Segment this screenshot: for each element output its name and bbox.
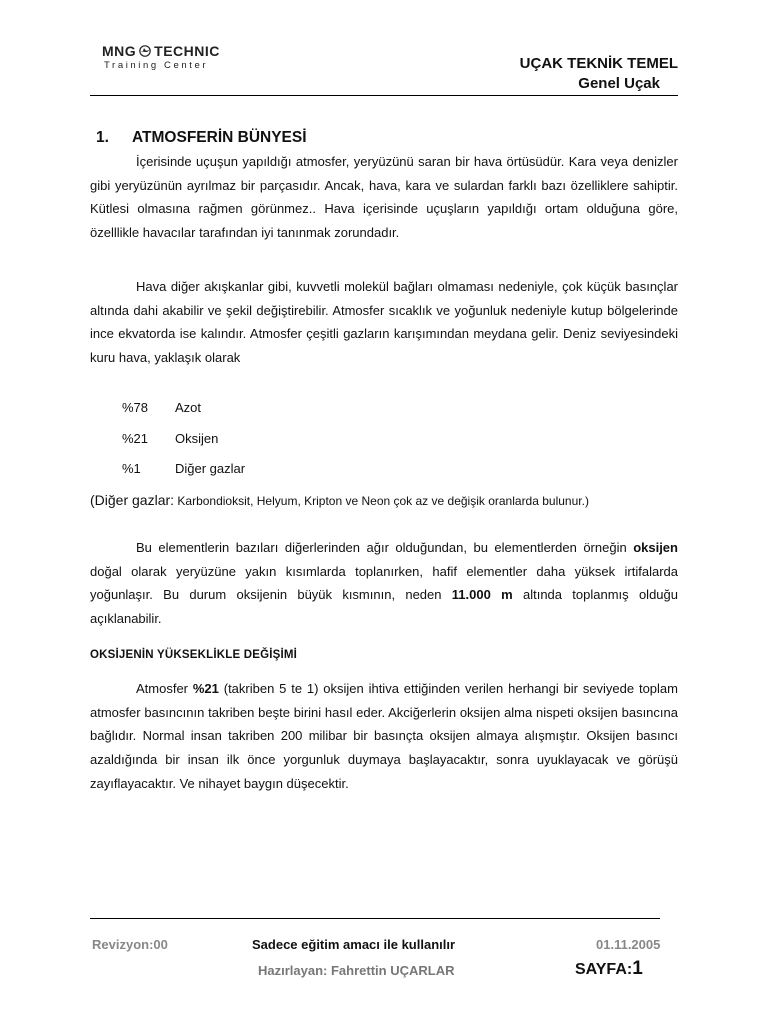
document-subtitle: Genel Uçak	[578, 75, 660, 92]
paragraph-2: Hava diğer akışkanlar gibi, kuvvetli molekül bağları olmaması nedeniyle, çok küçük basınçlar altında dahi akabilir ve şekil değiştirebilir. Atmosfer sıcaklık ve yoğunluk nedeniyle kutup bölgelerinde ince ekvatorda ise kalındır. Atmosfer çeşitli gazların karışımından meydana gelir. Deniz seviyesindeki kuru hava, yaklaşık olarak	[90, 279, 678, 366]
p5-text-a: Atmosfer	[136, 681, 189, 696]
footer-author: Hazırlayan: Fahrettin UÇARLAR	[258, 963, 455, 978]
list-item	[122, 397, 245, 428]
subsection-heading: OKSİJENİN YÜKSEKLİKLE DEĞİŞİMİ	[90, 649, 298, 661]
document-title: UÇAK TEKNİK TEMEL	[519, 55, 678, 72]
page-number: 1	[632, 958, 643, 979]
logo-text-mng: MNG	[102, 43, 137, 59]
list-item	[122, 428, 245, 459]
gas-percentage: %21	[122, 430, 149, 446]
note-lead: Diğer gazlar:	[94, 492, 175, 508]
gas-note	[90, 489, 690, 512]
paragraph-1: İçerisinde uçuşun yapıldığı atmosfer, yeryüzünü saran bir hava örtüsüdür. Kara veya denizler gibi yeryüzünün ayrılmaz bir parçasıdır. Ancak, hava, kara ve sulardan farklı bazı özelliklere sahiptir. Kütlesi olmasına rağmen görünmez.. Hava içerisinde uçuşların yapıldığı ortam olduğuna göre, özelllikle havacılar tarafından iyi tanınmak zorundadır.	[90, 154, 678, 241]
note-open-paren: (	[90, 492, 95, 508]
gas-percentage: %1	[122, 461, 141, 476]
gas-name: Azot	[175, 400, 202, 415]
header-divider	[90, 95, 678, 96]
note-text: Karbondioksit, Helyum, Kripton ve Neon çok az ve değişik oranlarda bulunur.)	[177, 494, 589, 508]
footer-page	[575, 958, 643, 980]
p3-text-e: altında toplanmış olduğu açıklanabilir.	[90, 587, 678, 627]
p5-text-c: (takriben 5 te 1) oksijen ihtiva ettiğinden verilen herhangi bir seviyede toplam atmosfer basıncının takriben beşte birini hasıl eder. Akciğerlerin oksijen alma nispeti oksijen basıncına bağlıdır. Normal insan takriben 200 milibar bir basınçta oksijen almaya alışmıştır. Oksijen basıncı azaldığında bir insan ilk önce yorgunluk duymaya başlayacaktır, sonra uyuklayacak ve görüşü zayıflayacaktır. Ve nihayet baygın düşecektir.	[90, 681, 678, 791]
section-heading	[96, 129, 307, 147]
airplane-logo-icon	[138, 45, 152, 57]
p3-bold-oxygen: oksijen	[633, 540, 678, 555]
page-label: SAYFA:	[575, 961, 633, 978]
footer-date: 01.11.2005	[596, 937, 661, 952]
logo-text-technic: TECHNIC	[154, 43, 220, 59]
section-title: ATMOSFERİN BÜNYESİ	[132, 129, 307, 146]
list-item	[122, 458, 245, 489]
company-logo	[102, 44, 232, 74]
paragraph-4	[90, 677, 678, 796]
gas-composition-list	[122, 397, 245, 489]
gas-name: Oksijen	[175, 430, 219, 446]
gas-name: Diğer gazlar	[175, 461, 246, 476]
gas-percentage: %78	[122, 400, 149, 415]
p3-bold-altitude: 11.000 m	[451, 587, 513, 603]
p3-text-c: doğal olarak yeryüzüne yakın kısımlarda toplanırken, hafif elementler daha yüksek irtifalarda yoğunlaşır. Bu durum oksijenin büyük kısmının, neden	[90, 563, 678, 603]
p3-text-a: Bu elementlerin bazıları diğerlerinden ağır olduğundan, bu elementlerden örneğin	[136, 540, 627, 555]
section-number: 1.	[96, 129, 109, 146]
p5-bold-percent: %21	[192, 681, 219, 696]
paragraph-3	[90, 536, 678, 631]
footer-usage-note: Sadece eğitim amacı ile kullanılır	[252, 937, 456, 952]
footer-divider	[90, 918, 660, 919]
logo-subtitle: Training Center	[104, 60, 209, 71]
footer-revision: Revizyon:00	[92, 937, 168, 952]
